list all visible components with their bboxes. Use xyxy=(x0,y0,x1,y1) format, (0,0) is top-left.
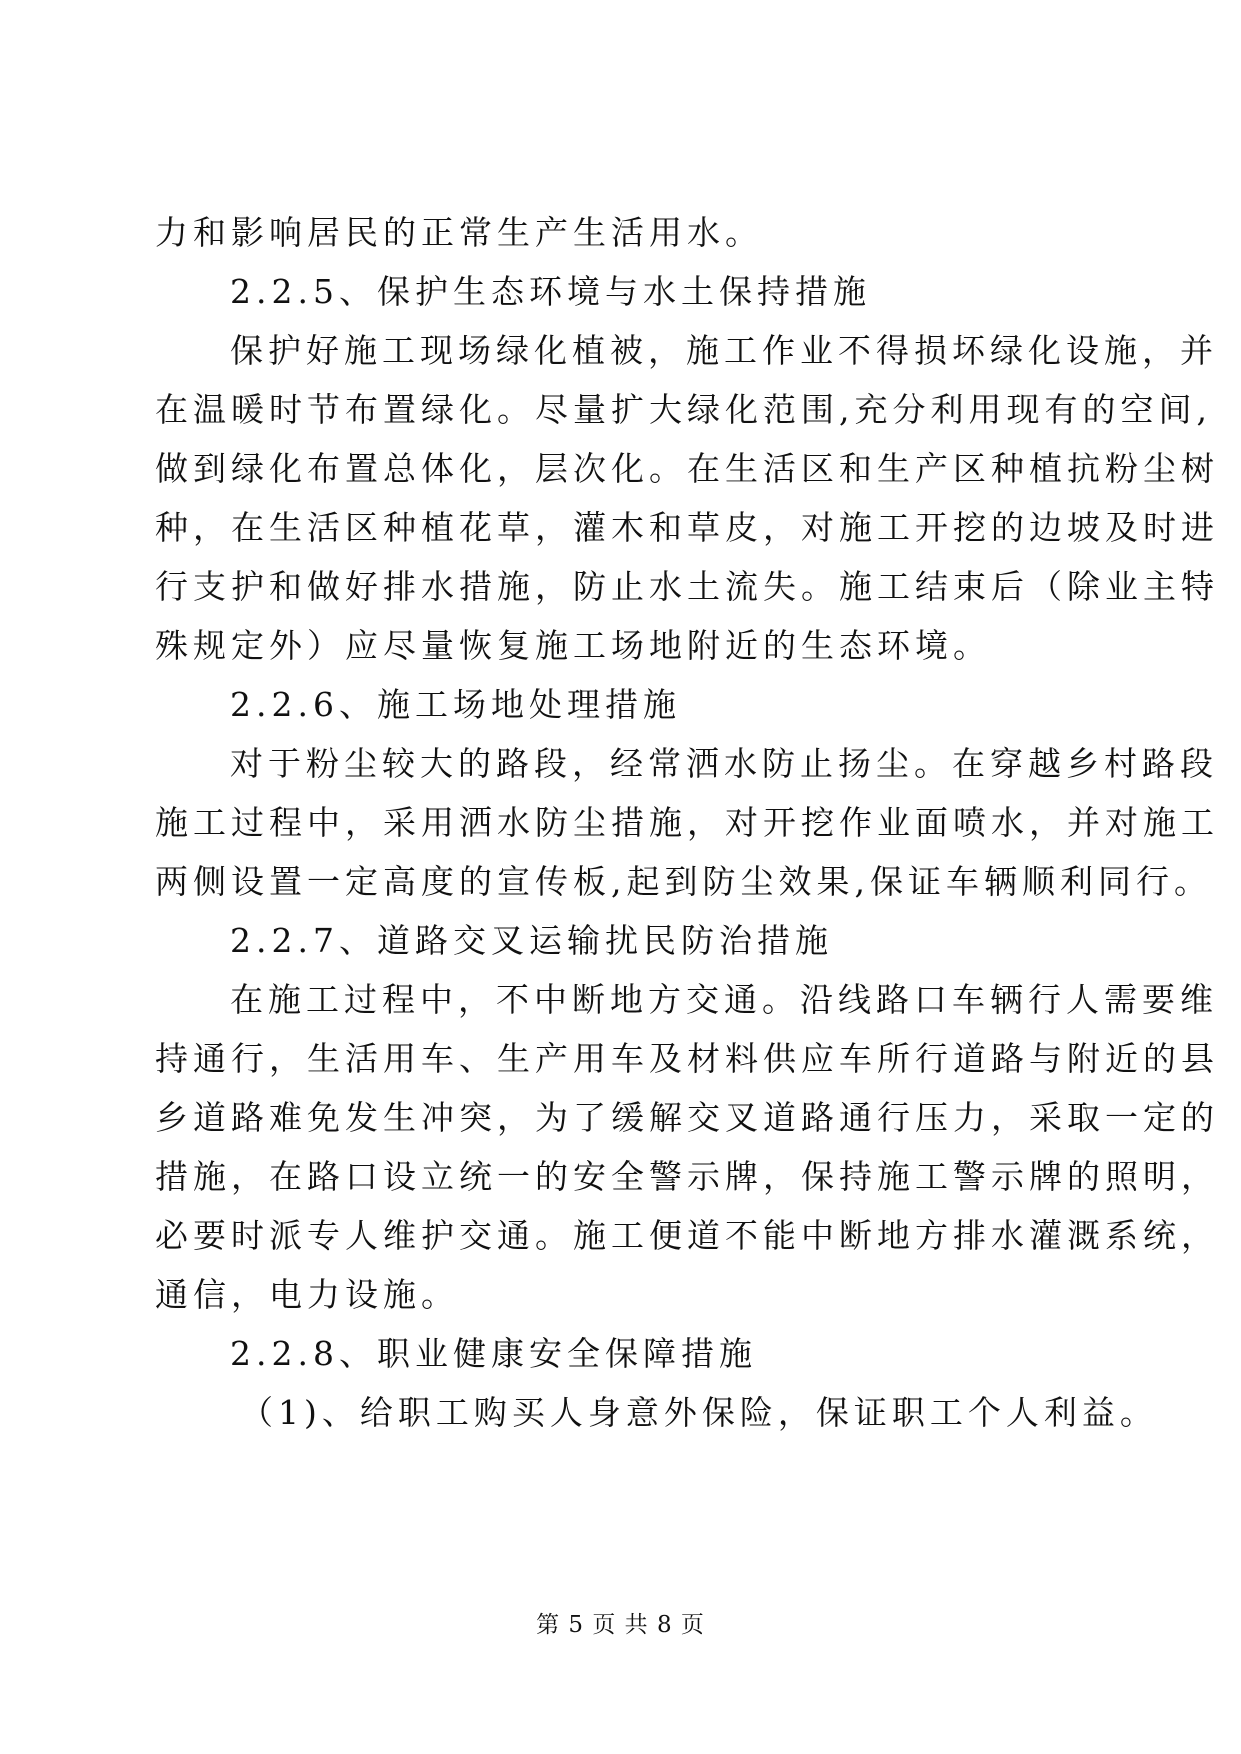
section-heading-2-2-8: 2.2.8、职业健康安全保障措施 xyxy=(230,1334,757,1373)
paragraph-line: 在温暖时节布置绿化。尽量扩大绿化范围,充分利用现有的空间, xyxy=(155,390,1212,429)
paragraph-continuation: 力和影响居民的正常生产生活用水。 xyxy=(155,213,763,252)
page-number-footer: 第 5 页 共 8 页 xyxy=(536,1612,705,1638)
paragraph-line: 行支护和做好排水措施，防止水土流失。施工结束后（除业主特 xyxy=(155,567,1219,606)
section-heading-2-2-5: 2.2.5、保护生态环境与水土保持措施 xyxy=(230,272,871,311)
paragraph-line: 措施，在路口设立统一的安全警示牌，保持施工警示牌的照明， xyxy=(155,1157,1219,1196)
paragraph-line: 保护好施工现场绿化植被，施工作业不得损坏绿化设施，并 xyxy=(230,331,1218,370)
paragraph-line: 种，在生活区种植花草，灌木和草皮，对施工开挖的边坡及时进 xyxy=(155,508,1219,547)
section-heading-2-2-6: 2.2.6、施工场地处理措施 xyxy=(230,685,681,724)
paragraph-line: 通信，电力设施。 xyxy=(155,1275,459,1314)
list-item: （1)、给职工购买人身意外保险，保证职工个人利益。 xyxy=(240,1393,1158,1432)
paragraph-line: 两侧设置一定高度的宣传板,起到防尘效果,保证车辆顺利同行。 xyxy=(155,862,1212,901)
paragraph-line: 对于粉尘较大的路段，经常洒水防止扬尘。在穿越乡村路段 xyxy=(230,744,1218,783)
paragraph-line: 殊规定外）应尽量恢复施工场地附近的生态环境。 xyxy=(155,626,991,665)
paragraph-line: 施工过程中，采用洒水防尘措施，对开挖作业面喷水，并对施工 xyxy=(155,803,1219,842)
paragraph-line: 做到绿化布置总体化，层次化。在生活区和生产区种植抗粉尘树 xyxy=(155,449,1219,488)
paragraph-line: 在施工过程中，不中断地方交通。沿线路口车辆行人需要维 xyxy=(230,980,1218,1019)
paragraph-line: 必要时派专人维护交通。施工便道不能中断地方排水灌溉系统， xyxy=(155,1216,1219,1255)
section-heading-2-2-7: 2.2.7、道路交叉运输扰民防治措施 xyxy=(230,921,833,960)
paragraph-line: 乡道路难免发生冲突，为了缓解交叉道路通行压力，采取一定的 xyxy=(155,1098,1219,1137)
paragraph-line: 持通行，生活用车、生产用车及材料供应车所行道路与附近的县 xyxy=(155,1039,1219,1078)
